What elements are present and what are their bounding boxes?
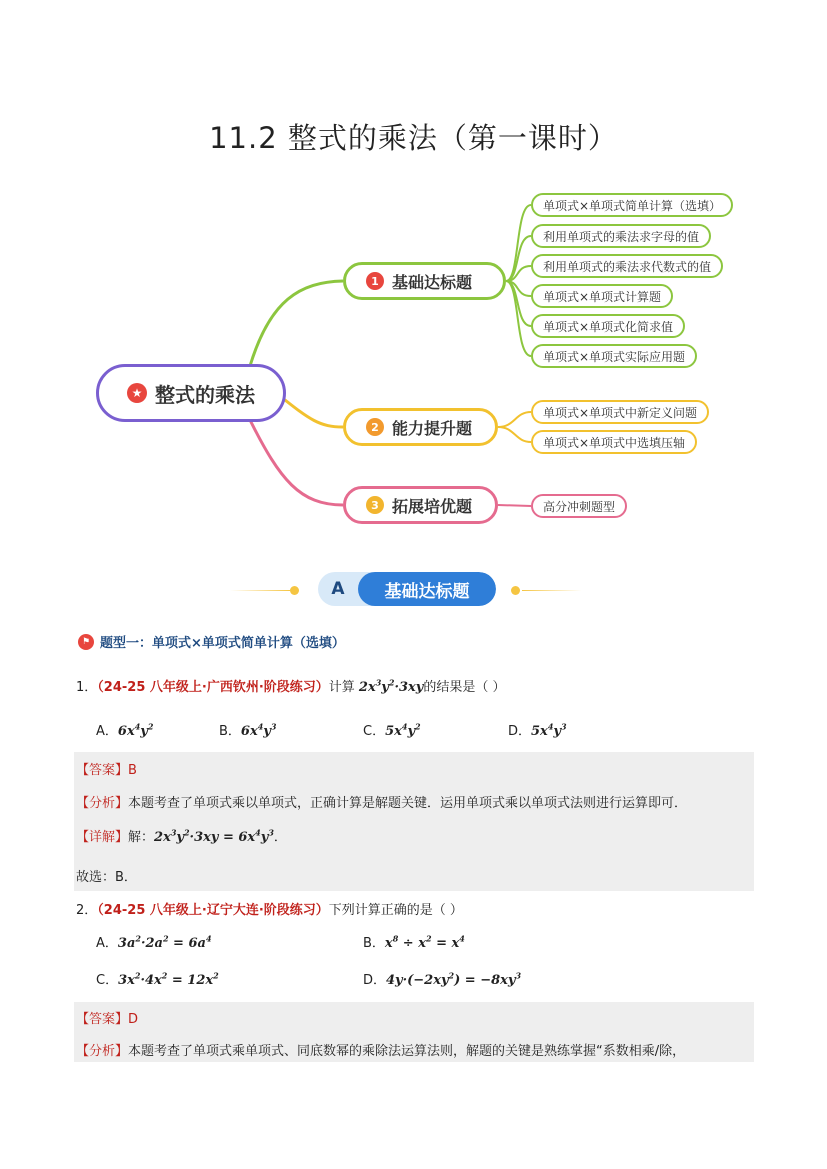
question-number: 2．	[76, 903, 98, 918]
leaf-item: 单项式×单项式中选填压轴	[531, 430, 697, 454]
question-stem: 下列计算正确的是（ ）	[328, 903, 463, 918]
mindmap-root-label: 整式的乘法	[155, 382, 255, 407]
option-label: C．	[363, 724, 386, 739]
branch-extension	[343, 486, 498, 524]
question-type-label: 题型一：单项式×单项式简单计算（选填）	[100, 636, 345, 651]
math-expression: $6x^4y^3$	[240, 721, 277, 739]
option-label: C．	[96, 973, 119, 988]
option-label: B．	[219, 724, 241, 739]
math-expression: $3a^2\cdot 2a^2 = 6a^4$	[117, 933, 212, 951]
branch-advanced	[343, 408, 498, 446]
branch-basic	[343, 262, 506, 300]
option-d[interactable]	[508, 720, 567, 739]
leaf-item: 单项式×单项式计算题	[531, 284, 673, 308]
math-expression: $4y\cdot(-2xy^2) = -8xy^3$	[386, 970, 522, 988]
question-source: （24-25 八年级上·辽宁大连·阶段练习）	[97, 903, 329, 918]
math-expression: $2x^3y^2\cdot 3xy$	[358, 677, 424, 695]
section-banner	[318, 572, 496, 606]
section-label: 基础达标题	[358, 572, 496, 606]
answer-text: 【答案】D	[76, 1012, 139, 1027]
analysis-text: 本题考查了单项式乘单项式、同底数幂的乘除法运算法则，解题的关键是熟练掌握“系数相乘/除，	[128, 1044, 686, 1059]
question-source: （24-25 八年级上·广西钦州·阶段练习）	[97, 680, 329, 695]
branch-label: 基础达标题	[392, 272, 473, 292]
detail-tag: 【详解】	[76, 830, 129, 845]
option-c[interactable]	[96, 969, 219, 988]
analysis-text: 本题考查了单项式乘以单项式，正确计算是解题关键．运用单项式乘以单项式法则进行运算即可．	[128, 796, 688, 811]
leaf-item: 利用单项式的乘法求代数式的值	[531, 254, 723, 278]
question-number: 1．	[76, 680, 98, 695]
dot-icon	[511, 586, 520, 595]
answer-line	[76, 1008, 138, 1027]
option-label: D．	[363, 973, 387, 988]
leaf-item: 单项式×单项式中新定义问题	[531, 400, 709, 424]
option-a[interactable]	[96, 720, 153, 739]
branch-number: 1	[366, 272, 384, 290]
leaf-item: 单项式×单项式实际应用题	[531, 344, 697, 368]
analysis-line	[76, 1040, 756, 1059]
option-d[interactable]	[363, 969, 521, 988]
flag-icon: ⚑	[78, 634, 94, 650]
mindmap-root	[96, 364, 286, 422]
leaf-item: 单项式×单项式简单计算（选填）	[531, 193, 733, 217]
math-expression: $6x^4y^2$	[117, 721, 154, 739]
option-b[interactable]	[363, 932, 465, 951]
answer-box	[74, 752, 754, 891]
branch-label: 拓展培优题	[392, 496, 473, 516]
question-type-heading	[78, 632, 345, 651]
math-expression: $5x^4y^2$	[385, 721, 421, 739]
math-expression: $x^8 \div x^2 = x^4$	[384, 933, 465, 951]
option-label: B．	[363, 936, 385, 951]
divider	[522, 590, 582, 591]
leaf-item: 利用单项式的乘法求字母的值	[531, 224, 711, 248]
option-label: A．	[96, 936, 118, 951]
answer-text: 【答案】B	[76, 763, 137, 778]
detail-line: 【详解】解：$2x^3y^2\cdot 3xy = 6x^4y^3$．	[76, 827, 287, 845]
question-stem: 的结果是（ ）	[423, 680, 506, 695]
star-icon: ★	[127, 383, 147, 403]
question-1	[76, 676, 505, 695]
option-c[interactable]	[363, 720, 421, 739]
branch-number: 2	[366, 418, 384, 436]
section-letter: A	[331, 579, 345, 599]
page-title: 11.2 整式的乘法（第一课时）	[209, 121, 618, 155]
option-label: D．	[508, 724, 532, 739]
divider	[230, 590, 290, 591]
branch-number: 3	[366, 496, 384, 514]
detail-prefix: 解：	[128, 830, 155, 845]
analysis-tag: 【分析】	[76, 1044, 129, 1059]
math-expression: $2x^3y^2\cdot 3xy = 6x^4y^3$	[154, 827, 274, 845]
dot-icon	[290, 586, 299, 595]
analysis-tag: 【分析】	[76, 796, 129, 811]
math-expression: $3x^2\cdot 4x^2 = 12x^2$	[118, 970, 219, 988]
branch-label: 能力提升题	[392, 418, 473, 438]
answer-line	[76, 759, 137, 778]
conclusion-line: 故选：B．	[76, 870, 137, 885]
option-b[interactable]	[219, 720, 276, 739]
leaf-item: 单项式×单项式化简求值	[531, 314, 685, 338]
math-expression: $5x^4y^3$	[531, 721, 567, 739]
leaf-item: 高分冲刺题型	[531, 494, 627, 518]
analysis-line	[76, 792, 756, 811]
question-stem: 计算	[328, 680, 355, 695]
question-2	[76, 899, 463, 918]
option-a[interactable]	[96, 932, 212, 951]
option-label: A．	[96, 724, 118, 739]
